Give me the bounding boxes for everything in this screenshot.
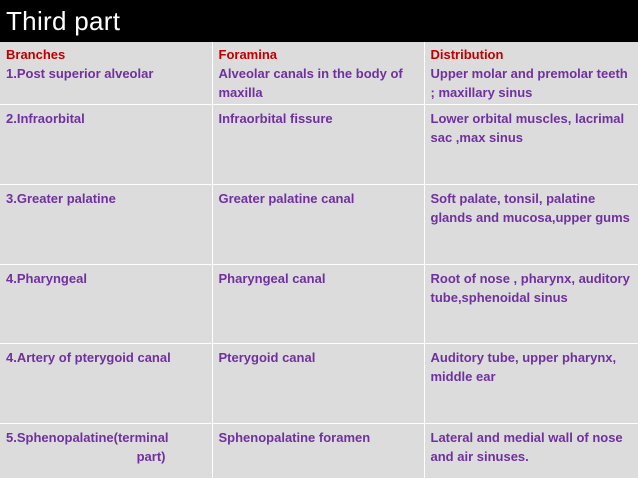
column-header-foramina: Foramina <box>218 47 278 62</box>
table-cell-distribution <box>424 42 638 105</box>
branch-name: 2.Infraorbital <box>0 105 212 185</box>
foramina-text: Pterygoid canal <box>212 344 424 424</box>
distribution-text: Auditory tube, upper pharynx, middle ear <box>424 344 638 424</box>
foramina-text: Greater palatine canal <box>212 184 424 264</box>
branch-name-line1: 5.Sphenopalatine(terminal <box>6 430 169 446</box>
distribution-text: Soft palate, tonsil, palatine glands and mucosa,upper gums <box>424 184 638 264</box>
table-row-first <box>0 42 638 105</box>
branch-name: 3.Greater palatine <box>0 184 212 264</box>
foramina-text: Infraorbital fissure <box>212 105 424 185</box>
branch-name: 4.Pharyngeal <box>0 264 212 344</box>
foramina-text: Pharyngeal canal <box>212 264 424 344</box>
branches-table <box>0 42 638 479</box>
branch-name: 1.Post superior alveolar <box>6 66 154 81</box>
distribution-text: Root of nose , pharynx, auditory tube,sphenoidal sinus <box>424 264 638 344</box>
foramina-text: Alveolar canals in the body of maxilla <box>218 66 403 100</box>
branches-table-wrapper <box>0 42 638 479</box>
table-row <box>0 105 638 185</box>
branch-name: 4.Artery of pterygoid canal <box>0 344 212 424</box>
column-header-distribution: Distribution <box>430 47 504 62</box>
branch-name-line2: part) <box>136 449 166 465</box>
table-row <box>0 424 638 479</box>
distribution-text: Lower orbital muscles, lacrimal sac ,max sinus <box>424 105 638 185</box>
table-cell-branch <box>0 42 212 105</box>
branch-name <box>0 424 212 479</box>
table-row <box>0 264 638 344</box>
foramina-text: Sphenopalatine foramen <box>212 424 424 479</box>
distribution-text: Upper molar and premolar teeth ; maxillary sinus <box>430 66 628 100</box>
slide-title: Third part <box>6 6 121 36</box>
table-row <box>0 184 638 264</box>
distribution-text: Lateral and medial wall of nose and air sinuses. <box>424 424 638 479</box>
table-row <box>0 344 638 424</box>
column-header-branches: Branches <box>6 47 66 62</box>
table-cell-foramina <box>212 42 424 105</box>
